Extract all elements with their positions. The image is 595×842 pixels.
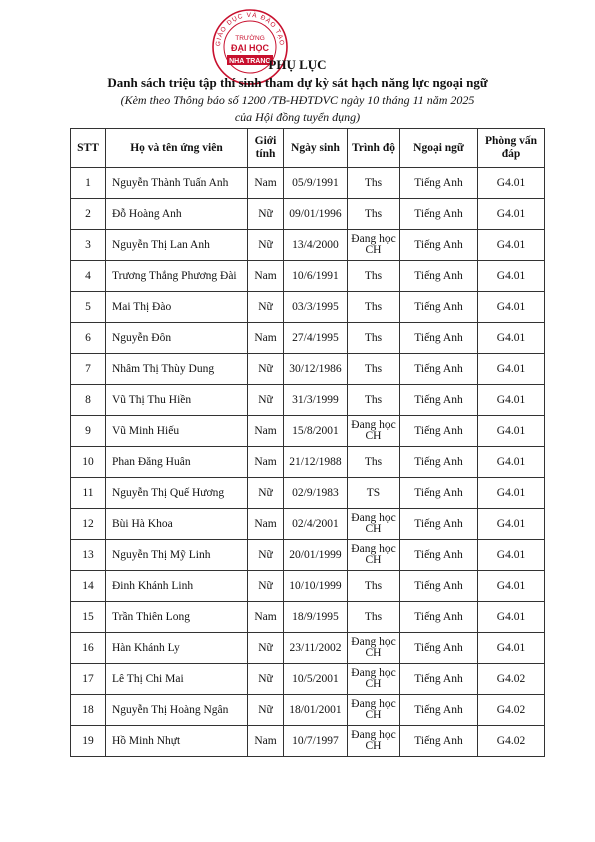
table-row bbox=[71, 602, 545, 633]
name-cell: Hàn Khánh Ly bbox=[106, 633, 248, 664]
language-cell: Tiếng Anh bbox=[400, 261, 478, 292]
birthdate-cell: 09/01/1996 bbox=[284, 199, 348, 230]
stt-cell: 10 bbox=[71, 447, 106, 478]
degree-cell: Đang học CH bbox=[348, 633, 400, 664]
birthdate-cell: 02/9/1983 bbox=[284, 478, 348, 509]
language-cell: Tiếng Anh bbox=[400, 602, 478, 633]
language-cell: Tiếng Anh bbox=[400, 695, 478, 726]
gender-cell: Nữ bbox=[248, 695, 284, 726]
table-header-row bbox=[71, 129, 545, 168]
name-cell: Bùi Hà Khoa bbox=[106, 509, 248, 540]
reference-note-line-2: của Hội đồng tuyển dụng) bbox=[234, 110, 361, 124]
table-row bbox=[71, 540, 545, 571]
gender-cell: Nữ bbox=[248, 199, 284, 230]
name-cell: Hồ Minh Nhựt bbox=[106, 726, 248, 757]
birthdate-cell: 15/8/2001 bbox=[284, 416, 348, 447]
stt-cell: 19 bbox=[71, 726, 106, 757]
name-cell: Mai Thị Đào bbox=[106, 292, 248, 323]
stt-cell: 8 bbox=[71, 385, 106, 416]
gender-cell: Nam bbox=[248, 416, 284, 447]
column-header-name: Họ và tên ứng viên bbox=[106, 129, 248, 168]
gender-cell: Nữ bbox=[248, 633, 284, 664]
name-cell: Trần Thiên Long bbox=[106, 602, 248, 633]
column-header-room: Phòng vấn đáp bbox=[478, 129, 545, 168]
gender-cell: Nam bbox=[248, 509, 284, 540]
language-cell: Tiếng Anh bbox=[400, 478, 478, 509]
birthdate-cell: 10/6/1991 bbox=[284, 261, 348, 292]
degree-cell: Ths bbox=[348, 199, 400, 230]
room-cell: G4.01 bbox=[478, 509, 545, 540]
table-row bbox=[71, 571, 545, 602]
stt-cell: 12 bbox=[71, 509, 106, 540]
table-row bbox=[71, 230, 545, 261]
name-cell: Vũ Minh Hiếu bbox=[106, 416, 248, 447]
degree-cell: Đang học CH bbox=[348, 416, 400, 447]
degree-cell: Ths bbox=[348, 602, 400, 633]
stt-cell: 14 bbox=[71, 571, 106, 602]
gender-cell: Nam bbox=[248, 168, 284, 199]
degree-cell: Ths bbox=[348, 447, 400, 478]
stt-cell: 15 bbox=[71, 602, 106, 633]
birthdate-cell: 23/11/2002 bbox=[284, 633, 348, 664]
language-cell: Tiếng Anh bbox=[400, 571, 478, 602]
room-cell: G4.02 bbox=[478, 695, 545, 726]
room-cell: G4.01 bbox=[478, 354, 545, 385]
degree-cell: Ths bbox=[348, 292, 400, 323]
degree-cell: Đang học CH bbox=[348, 540, 400, 571]
table-row bbox=[71, 664, 545, 695]
table-row bbox=[71, 447, 545, 478]
stt-cell: 17 bbox=[71, 664, 106, 695]
seal-line-3: NHA TRANG bbox=[229, 58, 271, 65]
stt-cell: 18 bbox=[71, 695, 106, 726]
column-header-degree: Trình độ bbox=[348, 129, 400, 168]
language-cell: Tiếng Anh bbox=[400, 726, 478, 757]
language-cell: Tiếng Anh bbox=[400, 509, 478, 540]
gender-cell: Nữ bbox=[248, 292, 284, 323]
stt-cell: 2 bbox=[71, 199, 106, 230]
birthdate-cell: 05/9/1991 bbox=[284, 168, 348, 199]
room-cell: G4.02 bbox=[478, 726, 545, 757]
name-cell: Nguyễn Thành Tuấn Anh bbox=[106, 168, 248, 199]
language-cell: Tiếng Anh bbox=[400, 354, 478, 385]
name-cell: Nguyễn Thị Mỹ Linh bbox=[106, 540, 248, 571]
room-cell: G4.01 bbox=[478, 168, 545, 199]
stt-cell: 7 bbox=[71, 354, 106, 385]
stt-cell: 6 bbox=[71, 323, 106, 354]
name-cell: Đinh Khánh Linh bbox=[106, 571, 248, 602]
name-cell: Nguyễn Thị Hoàng Ngân bbox=[106, 695, 248, 726]
room-cell: G4.01 bbox=[478, 261, 545, 292]
room-cell: G4.01 bbox=[478, 323, 545, 354]
gender-cell: Nữ bbox=[248, 354, 284, 385]
language-cell: Tiếng Anh bbox=[400, 633, 478, 664]
birthdate-cell: 10/10/1999 bbox=[284, 571, 348, 602]
table-row bbox=[71, 354, 545, 385]
table-row bbox=[71, 416, 545, 447]
column-header-stt: STT bbox=[71, 129, 106, 168]
gender-cell: Nữ bbox=[248, 540, 284, 571]
gender-cell: Nữ bbox=[248, 571, 284, 602]
stt-cell: 13 bbox=[71, 540, 106, 571]
room-cell: G4.01 bbox=[478, 199, 545, 230]
degree-cell: Ths bbox=[348, 323, 400, 354]
room-cell: G4.01 bbox=[478, 571, 545, 602]
degree-cell: Đang học CH bbox=[348, 664, 400, 695]
name-cell: Đỗ Hoàng Anh bbox=[106, 199, 248, 230]
table-row bbox=[71, 509, 545, 540]
table-row bbox=[71, 385, 545, 416]
stt-cell: 1 bbox=[71, 168, 106, 199]
gender-cell: Nam bbox=[248, 602, 284, 633]
table-row bbox=[71, 478, 545, 509]
gender-cell: Nữ bbox=[248, 385, 284, 416]
room-cell: G4.01 bbox=[478, 633, 545, 664]
gender-cell: Nam bbox=[248, 726, 284, 757]
degree-cell: Ths bbox=[348, 261, 400, 292]
column-header-birthdate: Ngày sinh bbox=[284, 129, 348, 168]
seal-line-1: TRƯỜNG bbox=[235, 35, 265, 42]
room-cell: G4.01 bbox=[478, 416, 545, 447]
stt-cell: 3 bbox=[71, 230, 106, 261]
gender-cell: Nam bbox=[248, 323, 284, 354]
name-cell: Phan Đăng Huân bbox=[106, 447, 248, 478]
birthdate-cell: 10/7/1997 bbox=[284, 726, 348, 757]
stt-cell: 16 bbox=[71, 633, 106, 664]
table-row bbox=[71, 695, 545, 726]
page-title: PHỤ LỤC bbox=[268, 57, 327, 72]
page-subtitle: Danh sách triệu tập thí sinh tham dự kỳ sát hạch năng lực ngoại ngữ bbox=[107, 75, 488, 90]
name-cell: Nguyễn Thị Quế Hương bbox=[106, 478, 248, 509]
language-cell: Tiếng Anh bbox=[400, 230, 478, 261]
degree-cell: Ths bbox=[348, 168, 400, 199]
birthdate-cell: 30/12/1986 bbox=[284, 354, 348, 385]
room-cell: G4.01 bbox=[478, 230, 545, 261]
language-cell: Tiếng Anh bbox=[400, 416, 478, 447]
candidate-table bbox=[70, 128, 545, 757]
name-cell: Lê Thị Chi Mai bbox=[106, 664, 248, 695]
column-header-language: Ngoại ngữ bbox=[400, 129, 478, 168]
room-cell: G4.01 bbox=[478, 292, 545, 323]
degree-cell: Ths bbox=[348, 385, 400, 416]
stt-cell: 5 bbox=[71, 292, 106, 323]
birthdate-cell: 18/9/1995 bbox=[284, 602, 348, 633]
birthdate-cell: 27/4/1995 bbox=[284, 323, 348, 354]
birthdate-cell: 20/01/1999 bbox=[284, 540, 348, 571]
degree-cell: Đang học CH bbox=[348, 230, 400, 261]
name-cell: Nhâm Thị Thùy Dung bbox=[106, 354, 248, 385]
table-row bbox=[71, 168, 545, 199]
name-cell: Trương Thắng Phương Đài bbox=[106, 261, 248, 292]
language-cell: Tiếng Anh bbox=[400, 385, 478, 416]
gender-cell: Nam bbox=[248, 261, 284, 292]
room-cell: G4.01 bbox=[478, 540, 545, 571]
table-row bbox=[71, 726, 545, 757]
name-cell: Nguyễn Đôn bbox=[106, 323, 248, 354]
room-cell: G4.01 bbox=[478, 447, 545, 478]
gender-cell: Nữ bbox=[248, 664, 284, 695]
column-header-gender: Giới tính bbox=[248, 129, 284, 168]
table-row bbox=[71, 633, 545, 664]
table-row bbox=[71, 261, 545, 292]
room-cell: G4.02 bbox=[478, 664, 545, 695]
gender-cell: Nữ bbox=[248, 478, 284, 509]
stt-cell: 11 bbox=[71, 478, 106, 509]
stt-cell: 9 bbox=[71, 416, 106, 447]
language-cell: Tiếng Anh bbox=[400, 447, 478, 478]
language-cell: Tiếng Anh bbox=[400, 168, 478, 199]
birthdate-cell: 18/01/2001 bbox=[284, 695, 348, 726]
birthdate-cell: 31/3/1999 bbox=[284, 385, 348, 416]
degree-cell: Đang học CH bbox=[348, 509, 400, 540]
birthdate-cell: 21/12/1988 bbox=[284, 447, 348, 478]
birthdate-cell: 13/4/2000 bbox=[284, 230, 348, 261]
degree-cell: TS bbox=[348, 478, 400, 509]
language-cell: Tiếng Anh bbox=[400, 199, 478, 230]
room-cell: G4.01 bbox=[478, 385, 545, 416]
seal-arc-text: GIÁO DỤC VÀ ĐÀO TẠO bbox=[214, 11, 286, 47]
table-row bbox=[71, 199, 545, 230]
birthdate-cell: 10/5/2001 bbox=[284, 664, 348, 695]
reference-note-line-1: (Kèm theo Thông báo số 1200 /TB-HĐTDVC ngày 10 tháng 11 năm 2025 bbox=[120, 93, 475, 107]
seal-line-2: ĐẠI HỌC bbox=[231, 43, 269, 53]
gender-cell: Nam bbox=[248, 447, 284, 478]
table-row bbox=[71, 292, 545, 323]
degree-cell: Đang học CH bbox=[348, 726, 400, 757]
degree-cell: Đang học CH bbox=[348, 695, 400, 726]
birthdate-cell: 03/3/1995 bbox=[284, 292, 348, 323]
language-cell: Tiếng Anh bbox=[400, 292, 478, 323]
stt-cell: 4 bbox=[71, 261, 106, 292]
language-cell: Tiếng Anh bbox=[400, 540, 478, 571]
language-cell: Tiếng Anh bbox=[400, 323, 478, 354]
degree-cell: Ths bbox=[348, 571, 400, 602]
room-cell: G4.01 bbox=[478, 478, 545, 509]
room-cell: G4.01 bbox=[478, 602, 545, 633]
name-cell: Nguyễn Thị Lan Anh bbox=[106, 230, 248, 261]
table-row bbox=[71, 323, 545, 354]
birthdate-cell: 02/4/2001 bbox=[284, 509, 348, 540]
gender-cell: Nữ bbox=[248, 230, 284, 261]
degree-cell: Ths bbox=[348, 354, 400, 385]
language-cell: Tiếng Anh bbox=[400, 664, 478, 695]
name-cell: Vũ Thị Thu Hiền bbox=[106, 385, 248, 416]
